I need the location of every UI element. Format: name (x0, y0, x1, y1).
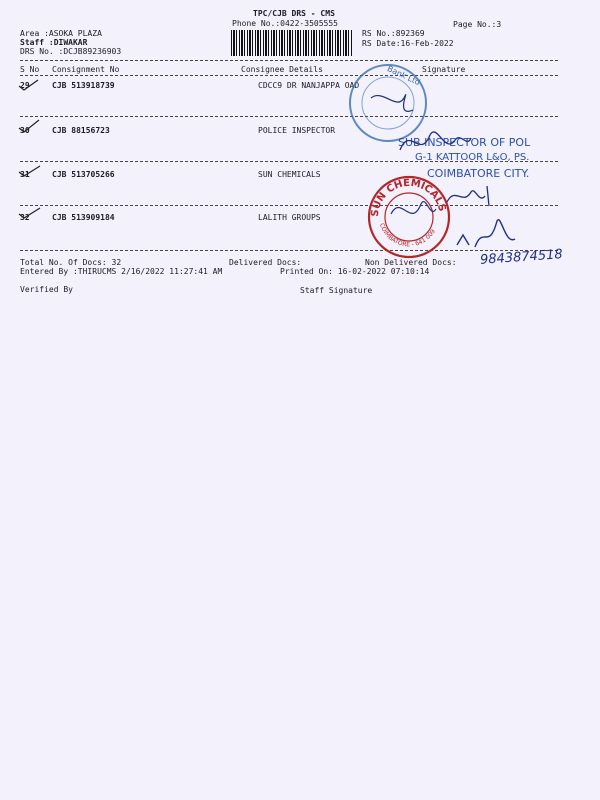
staff-signature-label: Staff Signature (300, 286, 373, 295)
divider (20, 60, 558, 61)
tick-mark-icon (18, 206, 42, 220)
row-consignee: POLICE INSPECTOR (258, 126, 336, 135)
row-consignment: CJB 88156723 (52, 126, 110, 135)
verified-by: Verified By (20, 285, 73, 294)
rs-number: RS No.:892369 (362, 29, 425, 38)
divider (20, 116, 558, 117)
row-consignee: SUN CHEMICALS (258, 170, 321, 179)
row-consignment: CJB 513909184 (52, 213, 115, 222)
sun-stamp-bottom-text: COIMBATORE - 641 009 (378, 222, 437, 249)
sun-chemicals-stamp (366, 174, 452, 260)
signature-icon (455, 215, 525, 255)
divider (20, 75, 558, 76)
printed-on: Printed On: 16-02-2022 07:10:14 (280, 267, 430, 276)
entered-by: Entered By :THIRUCMS 2/16/2022 11:27:41 AM (20, 267, 223, 276)
barcode-image (231, 30, 352, 56)
phone-number: Phone No.:0422-3505555 (232, 19, 338, 28)
tick-mark-icon (18, 164, 42, 178)
row-consignee: CDCC9 DR NANJAPPA OAD (258, 81, 360, 90)
staff: Staff :DIWAKAR (20, 38, 88, 47)
row-sno: 32 (20, 213, 30, 222)
column-consignment: Consignment No (52, 65, 120, 74)
handwritten-phone: 9843874518 (479, 247, 564, 268)
row-consignee: LALITH GROUPS (258, 213, 321, 222)
tick-mark-icon (18, 78, 40, 92)
delivered-docs: Delivered Docs: (229, 258, 302, 267)
svg-text:SUN CHEMICALS (370, 178, 448, 218)
tick-mark-icon (18, 118, 40, 134)
police-stamp-line3: COIMBATORE CITY. (427, 167, 530, 180)
row-consignment: CJB 513705266 (52, 170, 115, 179)
document-title: TPC/CJB DRS - CMS (253, 9, 335, 18)
page-number: Page No.:3 (453, 20, 502, 29)
column-signature: Signature (422, 65, 466, 74)
bank-stamp-text: Bank Ltd (385, 64, 422, 88)
row-sno: 31 (20, 170, 30, 179)
row-consignment: CJB 513918739 (52, 81, 115, 90)
police-stamp-line1: SUB INSPECTOR OF POL (398, 136, 531, 149)
row-sno: 30 (20, 126, 30, 135)
non-delivered-docs: Non Delivered Docs: (365, 258, 457, 267)
signature-icon (445, 182, 505, 212)
total-docs: Total No. Of Docs: 32 (20, 258, 122, 267)
rs-date: RS Date:16-Feb-2022 (362, 39, 454, 48)
police-stamp-line2: G-1 KATTOOR L&O, PS. (415, 152, 530, 163)
area: Area :ASOKA PLAZA (20, 29, 102, 38)
column-sno: S No (20, 65, 40, 74)
column-consignee: Consignee Details (241, 65, 323, 74)
signature-icon (395, 120, 475, 165)
drs-number: DRS No. :DCJB89236903 (20, 47, 122, 56)
sun-stamp-top-text: SUN CHEMICALS (369, 177, 448, 218)
row-sno: 29 (20, 81, 30, 90)
